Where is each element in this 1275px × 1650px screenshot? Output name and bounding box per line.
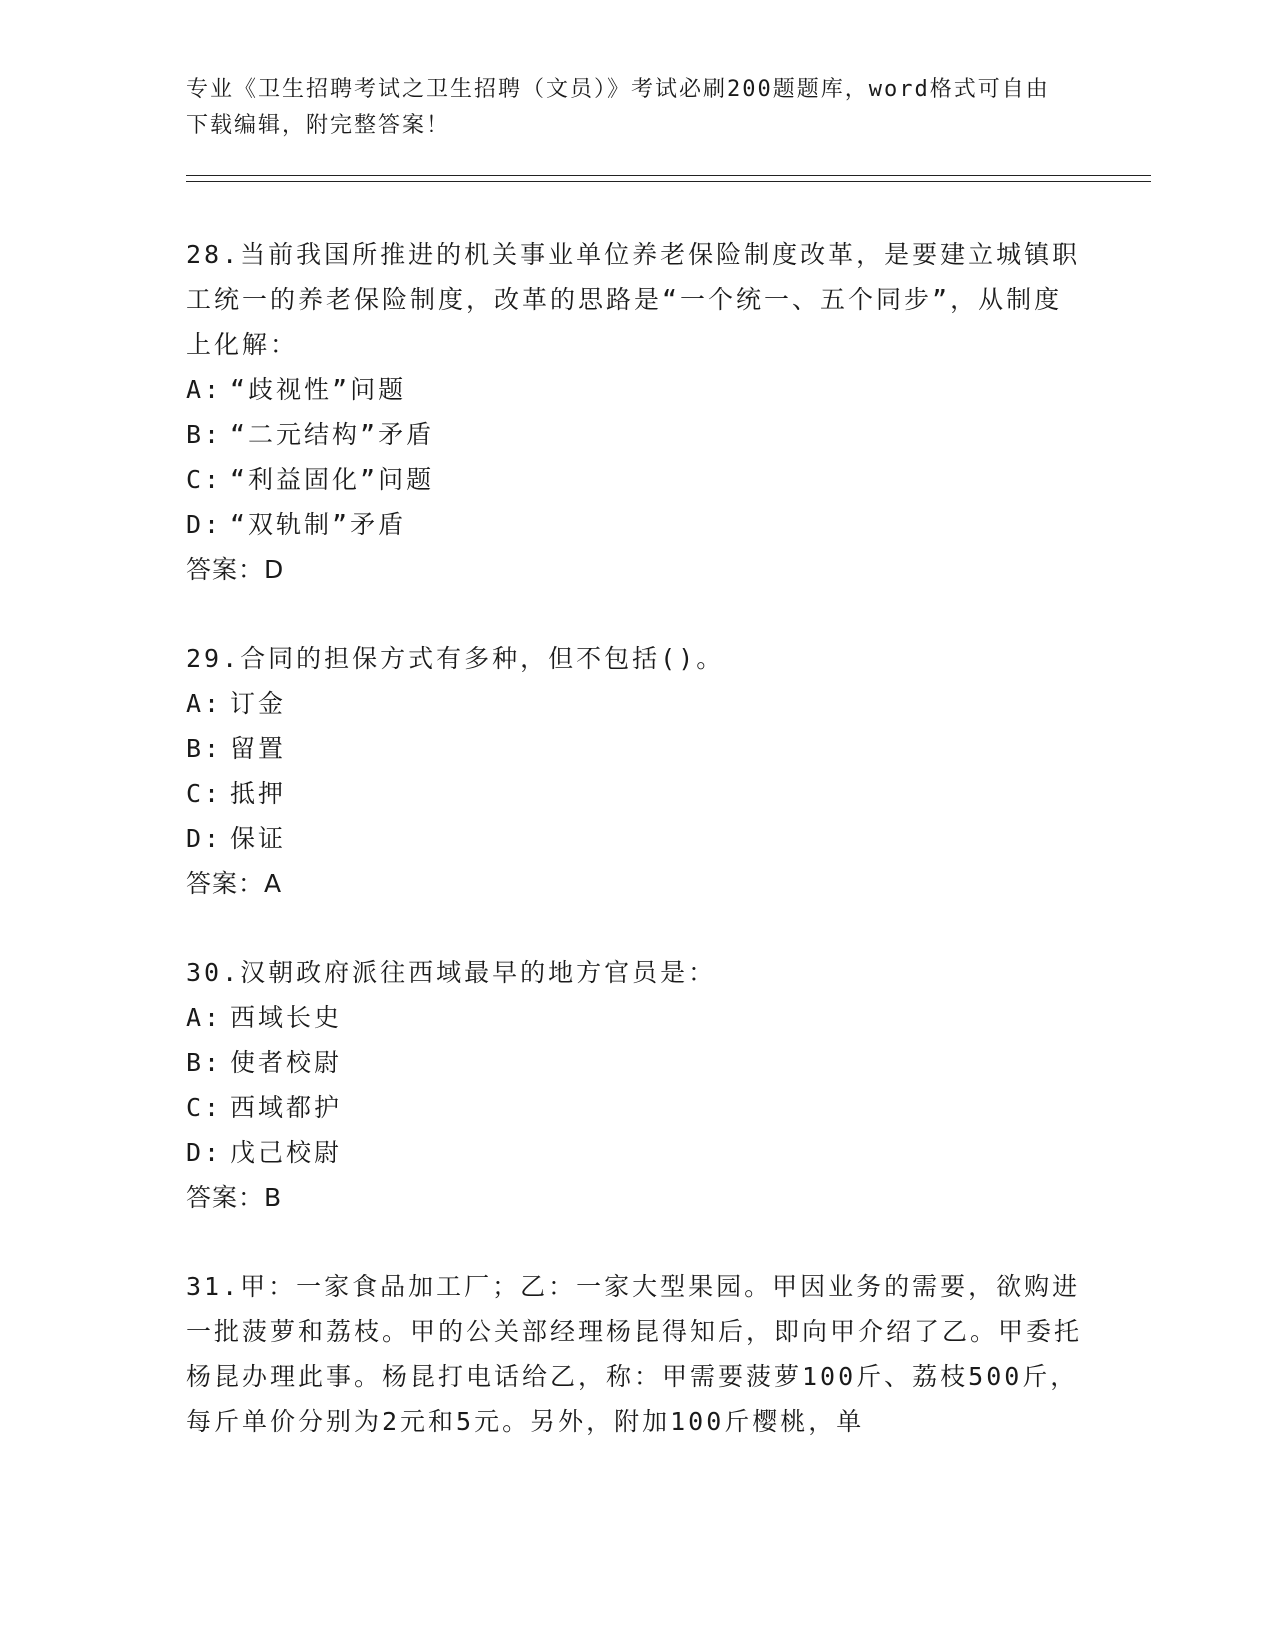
answer-line: 答案：A bbox=[186, 869, 283, 898]
option-a: A: “歧视性”问题 bbox=[186, 375, 407, 404]
question-stem: 30.汉朝政府派往西域最早的地方官员是： bbox=[186, 958, 717, 987]
question-28 bbox=[186, 232, 1086, 592]
option-a: A: 西域长史 bbox=[186, 1003, 343, 1032]
document-header: 专业《卫生招聘考试之卫生招聘（文员）》考试必刷200题题库，word格式可自由下载编辑，附完整答案！ bbox=[186, 77, 1050, 138]
option-c: C: 西域都护 bbox=[186, 1093, 343, 1122]
header-divider-bottom bbox=[186, 181, 1151, 182]
option-d: D: 戊己校尉 bbox=[186, 1138, 343, 1167]
question-30 bbox=[186, 950, 1086, 1220]
question-stem: 29.合同的担保方式有多种，但不包括()。 bbox=[186, 644, 725, 673]
option-c: C: 抵押 bbox=[186, 779, 287, 808]
option-a: A: 订金 bbox=[186, 689, 287, 718]
option-b: B: 使者校尉 bbox=[186, 1048, 343, 1077]
header-divider-top bbox=[186, 175, 1151, 176]
option-d: D: “双轨制”矛盾 bbox=[186, 510, 407, 539]
question-list bbox=[186, 232, 1086, 1488]
answer-line: 答案：D bbox=[186, 555, 285, 584]
option-b: B: “二元结构”矛盾 bbox=[186, 420, 435, 449]
question-stem: 31.甲：一家食品加工厂；乙：一家大型果园。甲因业务的需要，欲购进一批菠萝和荔枝。甲的公关部经理杨昆得知后，即向甲介绍了乙。甲委托杨昆办理此事。杨昆打电话给乙，称：甲需要菠萝100斤、荔枝500斤，每斤单价分别为2元和5元。另外，附加100斤樱桃，单 bbox=[186, 1272, 1083, 1436]
question-stem: 28.当前我国所推进的机关事业单位养老保险制度改革，是要建立城镇职工统一的养老保险制度，改革的思路是“一个统一、五个同步”，从制度上化解： bbox=[186, 240, 1081, 359]
question-29 bbox=[186, 636, 1086, 906]
answer-line: 答案：B bbox=[186, 1183, 283, 1212]
option-d: D: 保证 bbox=[186, 824, 287, 853]
option-b: B: 留置 bbox=[186, 734, 287, 763]
option-c: C: “利益固化”问题 bbox=[186, 465, 435, 494]
question-31 bbox=[186, 1264, 1086, 1444]
